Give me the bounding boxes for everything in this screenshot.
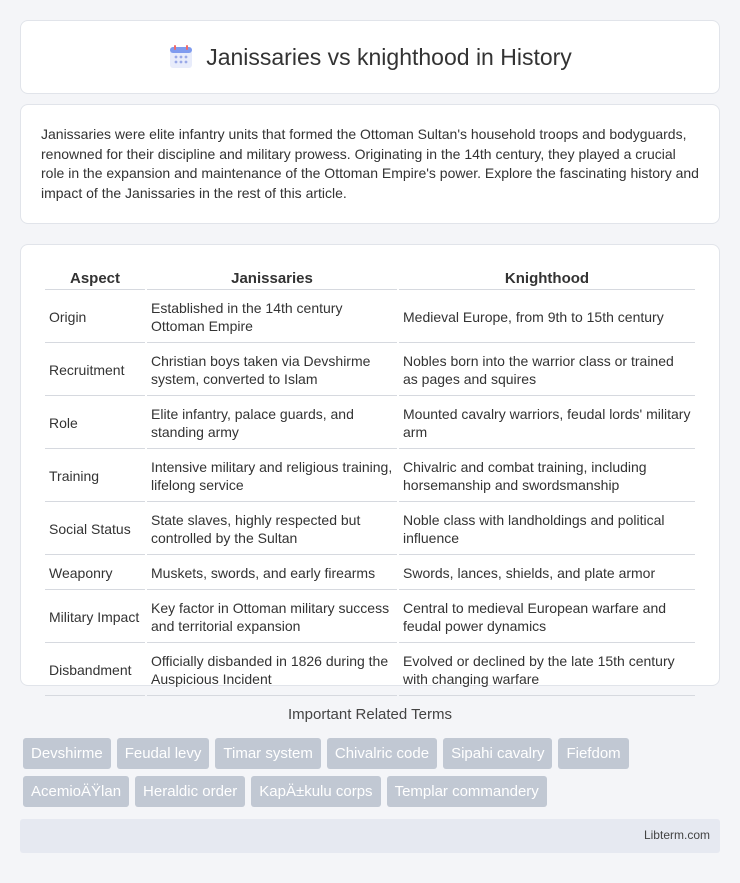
cell-aspect: Training [45,451,145,502]
cell-knighthood: Swords, lances, shields, and plate armor [399,557,695,590]
table-row [45,398,695,449]
related-terms-title: Important Related Terms [288,706,452,723]
header-aspect: Aspect [45,267,145,290]
table-row [45,451,695,502]
cell-knighthood: Chivalric and combat training, including horsemanship and swordsmanship [399,451,695,502]
table-row [45,645,695,696]
cell-knighthood: Noble class with landholdings and political influence [399,504,695,555]
cell-aspect: Role [45,398,145,449]
intro-card [20,104,720,224]
comparison-table [43,265,697,698]
table-row [45,592,695,643]
comparison-card [20,244,720,686]
term-tag[interactable]: Sipahi cavalry [443,738,552,769]
cell-janissaries: Christian boys taken via Devshirme system, converted to Islam [147,345,397,396]
table-row [45,557,695,590]
table-row [45,504,695,555]
term-tag[interactable]: Timar system [215,738,320,769]
intro-paragraph: Janissaries were elite infantry units that formed the Ottoman Sultan's household troops and bodyguards, renowned for their discipline and military prowess. Originating in the 14th century, they played a crucial role in the expansion and maintenance of the Ottoman Empire's power. Explore the fascinating history and impact of the Janissaries in the rest of this article. [41,126,699,201]
cell-knighthood: Nobles born into the warrior class or trained as pages and squires [399,345,695,396]
cell-janissaries: Intensive military and religious training, lifelong service [147,451,397,502]
cell-knighthood: Mounted cavalry warriors, feudal lords' military arm [399,398,695,449]
cell-janissaries: Muskets, swords, and early firearms [147,557,397,590]
cell-aspect: Military Impact [45,592,145,643]
cell-knighthood: Evolved or declined by the late 15th century with changing warfare [399,645,695,696]
term-tag[interactable]: AcemioÄŸlan [23,776,129,807]
term-tag[interactable]: Devshirme [23,738,111,769]
cell-janissaries: Officially disbanded in 1826 during the Auspicious Incident [147,645,397,696]
term-tag[interactable]: KapÄ±kulu corps [251,776,380,807]
cell-knighthood: Medieval Europe, from 9th to 15th century [399,292,695,343]
footer [20,819,720,853]
cell-janissaries: Key factor in Ottoman military success and territorial expansion [147,592,397,643]
calendar-grid-icon [168,44,194,70]
title-card [20,20,720,94]
term-tag[interactable]: Chivalric code [327,738,437,769]
cell-aspect: Social Status [45,504,145,555]
cell-aspect: Origin [45,292,145,343]
cell-aspect: Recruitment [45,345,145,396]
cell-aspect: Disbandment [45,645,145,696]
table-row [45,345,695,396]
term-tag[interactable]: Templar commandery [387,776,547,807]
header-janissaries: Janissaries [147,267,397,290]
cell-janissaries: Established in the 14th century Ottoman Empire [147,292,397,343]
cell-janissaries: State slaves, highly respected but controlled by the Sultan [147,504,397,555]
term-tag[interactable]: Feudal levy [117,738,210,769]
cell-aspect: Weaponry [45,557,145,590]
cell-janissaries: Elite infantry, palace guards, and standing army [147,398,397,449]
term-tag[interactable]: Fiefdom [558,738,628,769]
table-header-row [45,267,695,290]
related-terms-list [23,738,723,807]
term-tag[interactable]: Heraldic order [135,776,245,807]
header-knighthood: Knighthood [399,267,695,290]
cell-knighthood: Central to medieval European warfare and feudal power dynamics [399,592,695,643]
footer-site-link[interactable]: Libterm.com [643,828,710,842]
page-title: Janissaries vs knighthood in History [206,43,572,70]
table-row [45,292,695,343]
